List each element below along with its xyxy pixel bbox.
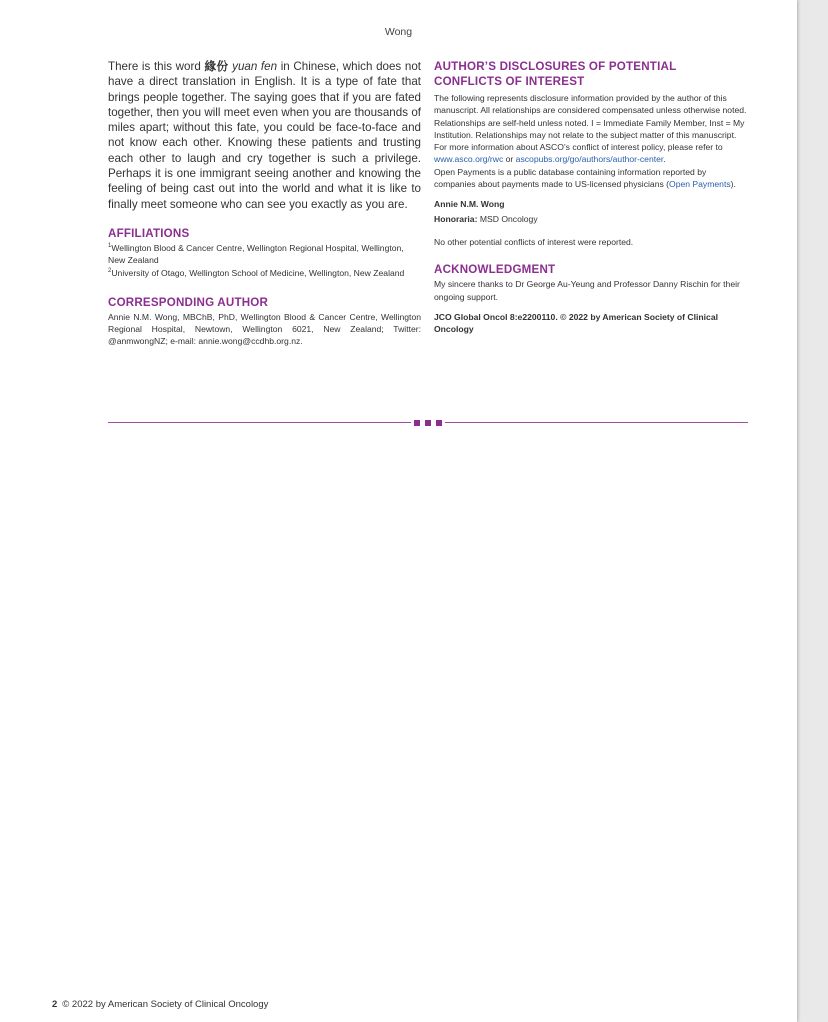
- body-text-prefix: There is this word: [108, 60, 205, 73]
- running-head: Wong: [384, 26, 413, 38]
- left-column: [108, 59, 421, 348]
- affiliation-1-text: Wellington Blood & Cancer Centre, Wellington Regional Hospital, Wellington, New Zealand: [108, 242, 404, 266]
- divider-ornament: [411, 419, 445, 426]
- honoraria-line: [434, 213, 750, 225]
- disclosure-author-name: Annie N.M. Wong: [434, 199, 505, 210]
- body-text-rest: in Chinese, which does not have a direct translation in English. It is a type of fate that brings people together. The saying goes that if you are fated together, then you will meet even when you are thousands of miles apart; without this fate, you could be face-to-face and not know each other. Knowing these patients and trusting each other to laugh and cry together is such a privilege. Perhaps it is one immigrant seeing another and knowing the feeling of being cast out into the world and what it is like to finally meet someone who can see you exactly as you are.: [108, 60, 421, 211]
- affiliation-2: [108, 267, 421, 279]
- disclosures-text: [434, 92, 750, 166]
- affiliation-1-number: 1: [108, 243, 112, 250]
- footer-copyright: © 2022 by American Society of Clinical Oncology: [62, 999, 269, 1010]
- page-footer: [52, 999, 268, 1010]
- citation-line: JCO Global Oncol 8:e2200110. © 2022 by American Society of Clinical Oncology: [434, 311, 718, 335]
- pinyin-word: yuan fen: [232, 60, 278, 73]
- affiliation-2-number: 2: [108, 267, 112, 274]
- divider-square: [436, 420, 442, 426]
- no-other-conflicts: No other potential conflicts of interest were reported.: [434, 236, 634, 247]
- open-payments-text: [434, 166, 750, 191]
- asco-rwc-link[interactable]: www.asco.org/rwc: [434, 154, 504, 165]
- chinese-word: 緣份: [204, 59, 229, 73]
- right-column: [434, 59, 750, 335]
- body-paragraph: [108, 59, 421, 212]
- page-number: 2: [52, 999, 58, 1010]
- divider-square: [425, 420, 431, 426]
- acknowledgment-heading: ACKNOWLEDGMENT: [434, 263, 556, 277]
- corresponding-author-text: Annie N.M. Wong, MBChB, PhD, Wellington Blood & Cancer Centre, Wellington Regional Hospital, Newtown, Wellington 6021, New Zealand; Twitter: @anmwongNZ; e-mail: annie.wong@ccdhb.org.nz.: [108, 311, 421, 347]
- open-payments-body: Open Payments is a public database containing information reported by companies about payments made to US-licensed physicians (: [434, 166, 707, 190]
- affiliation-2-text: University of Otago, Wellington School of Medicine, Wellington, New Zealand: [111, 267, 405, 278]
- close-paren-text: ).: [730, 179, 736, 190]
- disclosures-heading: AUTHOR’S DISCLOSURES OF POTENTIAL CONFLICTS OF INTEREST: [434, 60, 677, 88]
- divider-square: [414, 420, 420, 426]
- honoraria-value: MSD Oncology: [477, 213, 538, 224]
- disclosures-body: The following represents disclosure information provided by the author of this manuscript. All relationships are considered compensated unless otherwise noted. Relationships are self-held unless noted. I = Immediate Family Member, Inst = My Institution. Relationships may not relate to the subject matter of this manuscript. For more information about ASCO’s conflict of interest policy, please refer to: [434, 93, 747, 153]
- author-center-link[interactable]: ascopubs.org/go/authors/author-center: [515, 154, 664, 165]
- honoraria-label: Honoraria:: [434, 213, 478, 224]
- corresponding-author-heading: CORRESPONDING AUTHOR: [108, 295, 269, 309]
- period-text: .: [663, 154, 666, 165]
- affiliation-1: [108, 242, 421, 267]
- acknowledgment-text: My sincere thanks to Dr George Au-Yeung and Professor Danny Rischin for their ongoing support.: [434, 279, 740, 302]
- open-payments-link[interactable]: Open Payments: [669, 179, 731, 190]
- or-text: or: [503, 154, 516, 165]
- affiliations-heading: AFFILIATIONS: [108, 226, 190, 240]
